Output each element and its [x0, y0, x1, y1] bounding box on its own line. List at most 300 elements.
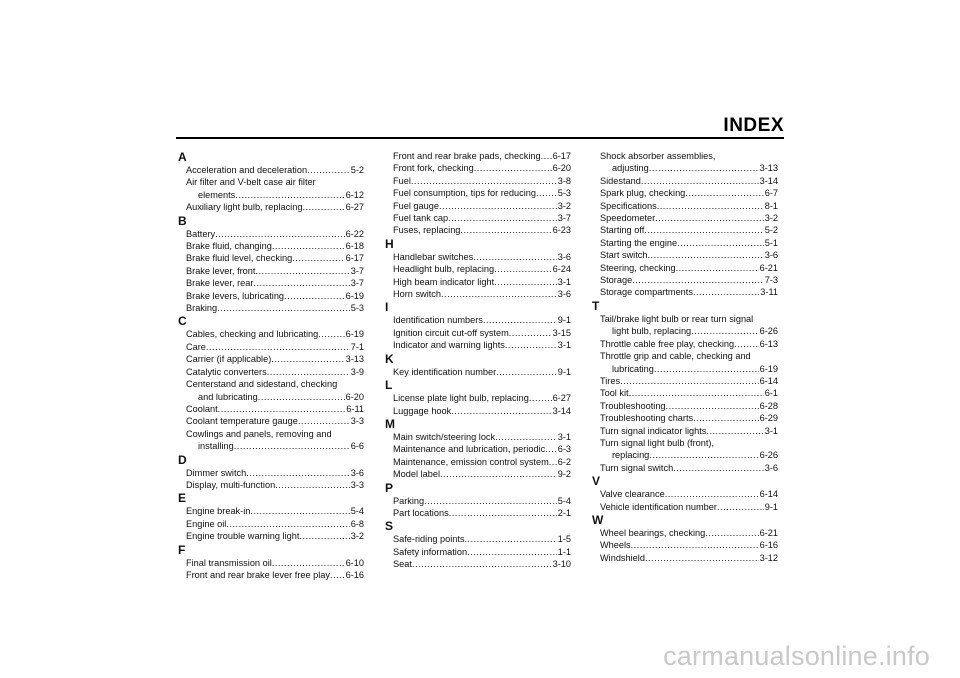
index-entry-text: Auxiliary light bulb, replacing: [186, 202, 303, 213]
dot-leader: [253, 277, 349, 289]
index-entry-text: adjusting: [612, 163, 649, 174]
index-page-number: 3-7: [557, 213, 571, 224]
index-page-number: 3-2: [350, 531, 364, 542]
index-entry: [176, 164, 364, 176]
index-entry-text: Final transmission oil: [186, 557, 272, 568]
index-entry-text: Headlight bulb, replacing: [393, 264, 495, 275]
index-entry: [176, 240, 364, 252]
index-entry: [176, 252, 364, 264]
index-entry-text: Starting the engine: [600, 237, 678, 248]
index-page-number: 6-3: [557, 444, 571, 455]
index-entry-text: Indicator and warning lights: [393, 340, 505, 351]
index-entry: [176, 353, 364, 365]
index-entry: [383, 495, 571, 507]
index-entry-text: Throttle grip and cable, checking and: [600, 351, 751, 362]
index-entry: [383, 288, 571, 300]
index-entry: [590, 274, 778, 286]
index-entry: [590, 449, 778, 461]
dot-leader: [271, 353, 344, 365]
index-entry-text: Steering, checking: [600, 262, 676, 273]
dot-leader: [318, 328, 344, 340]
index-page-number: 5-2: [350, 165, 364, 175]
index-entry: [590, 437, 778, 449]
index-entry-text: Horn switch: [393, 289, 441, 300]
index-entry: [383, 327, 571, 339]
index-entry-text: installing: [198, 441, 234, 452]
index-letter-heading: D: [178, 452, 187, 467]
index-entry: [383, 212, 571, 224]
index-entry-text: Key identification number: [393, 366, 497, 377]
index-page-number: 6-2: [557, 456, 571, 467]
index-page-number: 9-1: [764, 501, 778, 512]
index-entry-text: Cables, checking and lubricating: [186, 329, 319, 340]
index-entry: [176, 366, 364, 378]
index-page-number: 6-10: [345, 557, 364, 568]
index-page-number: 6-21: [759, 527, 778, 538]
dot-leader: [631, 539, 759, 551]
dot-leader: [494, 263, 551, 275]
index-entry-text: Windshield: [600, 552, 645, 563]
index-entry: [590, 262, 778, 274]
dot-leader: [448, 212, 557, 224]
dot-leader: [665, 488, 759, 500]
index-entry: [383, 162, 571, 174]
index-page-number: 6-11: [346, 403, 364, 414]
dot-leader: [467, 546, 557, 558]
index-page-number: 3-1: [557, 431, 571, 442]
index-entry: [590, 175, 778, 187]
index-page-number: 6-19: [345, 290, 364, 301]
index-page-number: 9-2: [557, 469, 571, 480]
index-entry: [590, 539, 778, 551]
dot-leader: [411, 175, 557, 187]
dot-leader: [496, 366, 557, 378]
index-entry-text: and lubricating: [198, 391, 258, 402]
index-page-number: 3-6: [764, 462, 778, 473]
dot-leader: [474, 162, 552, 174]
index-entry: [590, 224, 778, 236]
index-page-number: 3-2: [557, 200, 571, 211]
index-page-number: 6-27: [345, 202, 364, 213]
dot-leader: [673, 462, 764, 474]
index-entry: [383, 546, 571, 558]
index-entry: [590, 501, 778, 513]
index-page-number: 3-6: [764, 250, 778, 261]
dot-leader: [649, 449, 758, 461]
dot-leader: [509, 327, 552, 339]
index-entry-text: Engine oil: [186, 518, 227, 529]
dot-leader: [226, 518, 349, 530]
dot-leader: [494, 276, 557, 288]
index-entry-text: Brake fluid, changing: [186, 241, 272, 252]
index-entry-text: Turn signal indicator lights: [600, 425, 707, 436]
dot-leader: [298, 415, 350, 427]
index-page-number: 6-7: [764, 188, 778, 199]
index-entry: [383, 366, 571, 378]
index-entry-text: replacing: [612, 450, 650, 461]
index-entry-text: Front and rear brake pads, checking: [393, 151, 541, 161]
index-entry-text: Maintenance, emission control system: [393, 456, 549, 467]
index-entry: [383, 187, 571, 199]
dot-leader: [234, 440, 350, 452]
index-entry: [176, 176, 364, 188]
index-entry-text: Brake levers, lubricating: [186, 290, 285, 301]
dot-leader: [255, 265, 349, 277]
dot-leader: [693, 412, 758, 424]
index-entry: [383, 405, 571, 417]
watermark-text: carmanualsonline.info: [663, 641, 930, 671]
index-entry: [176, 277, 364, 289]
index-page-number: 2-1: [557, 507, 571, 518]
index-entry: [176, 341, 364, 353]
index-entry: [383, 339, 571, 351]
dot-leader: [655, 212, 764, 224]
index-entry: [590, 363, 778, 375]
index-page-number: 5-2: [764, 225, 778, 236]
index-entry: [590, 527, 778, 539]
index-entry-text: Display, multi-function: [186, 479, 276, 490]
index-letter-heading: T: [592, 298, 600, 313]
index-entry-text: Ignition circuit cut-off system: [393, 327, 509, 338]
index-page-number: 6-17: [552, 151, 571, 161]
index-page-number: 6-28: [759, 400, 778, 411]
index-page-number: 6-8: [350, 518, 364, 529]
index-entry: [383, 507, 571, 519]
index-page-number: 3-9: [350, 366, 364, 377]
index-entry-text: Fuel gauge: [393, 200, 439, 211]
dot-leader: [666, 400, 759, 412]
index-entry-text: Vehicle identification number: [600, 501, 717, 512]
index-entry-text: Main switch/steering lock: [393, 431, 496, 442]
index-entry-text: Air filter and V-belt case air filter: [186, 177, 316, 188]
index-page-number: 6-13: [759, 338, 778, 349]
index-letter-heading: B: [178, 213, 187, 228]
title-rule: [176, 137, 784, 139]
dot-leader: [645, 552, 759, 564]
index-page-number: 6-23: [552, 225, 571, 236]
index-entry: [590, 249, 778, 261]
index-page-number: 6-26: [759, 450, 778, 461]
index-entry: [383, 392, 571, 404]
index-page-number: 3-7: [350, 278, 364, 289]
index-entry: [590, 212, 778, 224]
index-entry-text: Fuel tank cap: [393, 213, 449, 224]
index-page-number: 3-14: [759, 175, 778, 186]
index-page-number: 5-3: [557, 188, 571, 199]
index-entry: [176, 302, 364, 314]
index-page-number: 3-8: [557, 175, 571, 186]
index-entry-text: Fuel: [393, 175, 411, 186]
index-entry: [590, 313, 778, 325]
index-letter-heading: H: [385, 236, 394, 251]
index-entry: [383, 456, 571, 468]
index-entry-text: Care: [186, 341, 206, 352]
index-page-number: 3-14: [552, 405, 571, 416]
index-letter-heading: S: [385, 519, 394, 534]
index-page-number: 6-16: [345, 569, 364, 580]
index-entry: [176, 378, 364, 390]
dot-leader: [676, 262, 759, 274]
index-page-number: 3-1: [557, 340, 571, 351]
index-entry-text: Turn signal switch: [600, 462, 674, 473]
index-entry-text: Front fork, checking: [393, 163, 474, 174]
index-page-number: 3-6: [557, 289, 571, 300]
index-entry-text: Safety information: [393, 546, 468, 557]
index-page-number: 6-17: [345, 253, 364, 264]
dot-leader: [412, 558, 552, 570]
index-entry: [176, 265, 364, 277]
dot-leader: [483, 314, 557, 326]
index-page-number: 1-1: [557, 546, 571, 557]
dot-leader: [449, 507, 557, 519]
index-page-number: 6-19: [345, 329, 364, 340]
dot-leader: [215, 228, 345, 240]
index-letter-heading: F: [178, 542, 186, 557]
dot-leader: [685, 187, 763, 199]
index-page-number: 5-3: [350, 303, 364, 314]
index-entry-text: Throttle cable free play, checking: [600, 338, 735, 349]
index-entry: [590, 200, 778, 212]
index-letter-heading: K: [385, 351, 394, 366]
index-entry: [176, 290, 364, 302]
dot-leader: [541, 150, 552, 162]
dot-leader: [734, 338, 758, 350]
index-entry-text: Centerstand and sidestand, checking: [186, 379, 338, 390]
dot-leader: [465, 533, 557, 545]
index-entry-text: Battery: [186, 228, 216, 239]
dot-leader: [620, 375, 759, 387]
index-entry-text: Fuses, replacing: [393, 225, 461, 236]
index-entry-text: License plate light bulb, replacing: [393, 393, 529, 404]
index-entry-text: Turn signal light bulb (front),: [600, 437, 715, 448]
index-entry-text: Brake lever, rear: [186, 278, 254, 289]
dot-leader: [246, 467, 349, 479]
dot-leader: [424, 495, 557, 507]
index-entry-text: Carrier (if applicable): [186, 354, 272, 365]
index-entry-text: Fuel consumption, tips for reducing: [393, 188, 536, 199]
index-page-number: 6-22: [345, 228, 364, 239]
index-entry: [176, 189, 364, 201]
index-page-number: 3-6: [557, 251, 571, 262]
index-page-number: 3-12: [759, 552, 778, 563]
index-entry: [383, 468, 571, 480]
index-entry-text: Model label: [393, 469, 440, 480]
index-letter-heading: I: [385, 300, 389, 315]
dot-leader: [706, 425, 763, 437]
dot-leader: [691, 325, 758, 337]
dot-leader: [299, 530, 349, 542]
index-entry-text: Coolant: [186, 403, 218, 414]
index-letter-heading: C: [178, 314, 187, 329]
index-entry: [383, 443, 571, 455]
index-entry-text: Handlebar switches: [393, 251, 474, 262]
index-page-number: 7-1: [350, 341, 364, 352]
index-entry: [383, 200, 571, 212]
index-entry-text: Wheels: [600, 540, 631, 551]
index-letter-heading: L: [385, 378, 393, 393]
index-entry: [383, 263, 571, 275]
index-entry: [590, 412, 778, 424]
dot-leader: [272, 240, 345, 252]
dot-leader: [677, 237, 764, 249]
index-entry-text: Engine trouble warning light: [186, 531, 300, 542]
index-entry: [176, 403, 364, 415]
index-entry: [176, 440, 364, 452]
index-letter-heading: A: [178, 150, 187, 164]
index-entry: [590, 387, 778, 399]
index-entry-text: Seat: [393, 559, 412, 570]
index-entry-text: Troubleshooting charts: [600, 413, 694, 424]
index-page-number: 6-6: [350, 441, 364, 452]
index-page-number: 5-4: [557, 495, 571, 506]
index-page-number: 6-20: [552, 163, 571, 174]
dot-leader: [330, 569, 345, 581]
index-entry: [590, 338, 778, 350]
index-entry: [590, 325, 778, 337]
dot-leader: [460, 224, 551, 236]
index-entry: [590, 237, 778, 249]
index-entry-text: lubricating: [612, 363, 654, 374]
index-entry: [590, 552, 778, 564]
dot-leader: [495, 431, 557, 443]
dot-leader: [250, 505, 349, 517]
index-page-number: 3-6: [350, 467, 364, 478]
index-entry-text: Tool kit: [600, 388, 629, 399]
index-entry-text: Part locations: [393, 507, 449, 518]
index-entry-text: Specifications: [600, 200, 657, 211]
index-entry: [383, 533, 571, 545]
index-entry-text: Valve clearance: [600, 489, 665, 500]
index-page-number: 6-24: [552, 264, 571, 275]
index-column-2: [383, 150, 571, 571]
index-entry: [176, 328, 364, 340]
index-entry-text: light bulb, replacing: [612, 326, 692, 337]
index-entry-text: Cowlings and panels, removing and: [186, 428, 332, 439]
index-page-number: 3-10: [552, 559, 571, 570]
index-entry-text: Safe-riding points: [393, 534, 465, 545]
index-page-number: 9-1: [557, 315, 571, 326]
index-page-number: 3-7: [350, 265, 364, 276]
index-entry-text: Luggage hook: [393, 405, 452, 416]
dot-leader: [284, 290, 345, 302]
index-page-number: 3-3: [350, 479, 364, 490]
dot-leader: [644, 224, 763, 236]
index-entry-text: elements: [198, 189, 236, 200]
index-entry-text: Tail/brake light bulb or rear turn signal: [600, 313, 754, 324]
dot-leader: [641, 175, 759, 187]
index-page-number: 3-13: [345, 354, 364, 365]
dot-leader: [657, 200, 764, 212]
index-entry: [383, 314, 571, 326]
index-entry: [383, 431, 571, 443]
index-page-number: 3-1: [764, 425, 778, 436]
dot-leader: [267, 366, 350, 378]
index-page-number: 3-11: [760, 287, 778, 298]
index-entry: [176, 415, 364, 427]
index-entry: [590, 375, 778, 387]
index-entry-text: Acceleration and deceleration: [186, 165, 308, 175]
index-entry-text: Speedometer: [600, 213, 656, 224]
index-entry: [383, 224, 571, 236]
page-title: INDEX: [723, 115, 784, 136]
index-page-number: 6-27: [552, 393, 571, 404]
index-entry: [590, 150, 778, 162]
index-page-number: 3-2: [764, 213, 778, 224]
index-entry-text: Parking: [393, 495, 425, 506]
index-page-number: 6-26: [759, 326, 778, 337]
index-page-number: 3-13: [759, 163, 778, 174]
index-entry-text: Shock absorber assemblies,: [600, 151, 716, 161]
index-page-number: 3-3: [350, 416, 364, 427]
dot-leader: [717, 501, 764, 513]
dot-leader: [258, 391, 345, 403]
dot-leader: [647, 249, 763, 261]
index-entry: [590, 162, 778, 174]
index-entry: [383, 175, 571, 187]
index-entry: [176, 201, 364, 213]
index-entry: [590, 462, 778, 474]
dot-leader: [549, 456, 557, 468]
index-entry-text: Front and rear brake lever free play: [186, 569, 331, 580]
dot-leader: [206, 341, 350, 353]
index-column-3: [590, 150, 778, 564]
index-entry-text: High beam indicator light: [393, 276, 495, 287]
index-entry: [176, 228, 364, 240]
index-page-number: 6-14: [759, 375, 778, 386]
index-page-number: 6-1: [764, 388, 778, 399]
dot-leader: [441, 288, 557, 300]
dot-leader: [654, 363, 759, 375]
index-entry-text: Dimmer switch: [186, 467, 247, 478]
index-entry: [590, 286, 778, 298]
index-page-number: 7-3: [764, 275, 778, 286]
index-column-1: [176, 150, 364, 581]
index-entry-text: Start switch: [600, 250, 648, 261]
index-page-number: 6-29: [759, 413, 778, 424]
index-entry-text: Braking: [186, 303, 218, 314]
index-entry: [176, 479, 364, 491]
dot-leader: [217, 302, 350, 314]
dot-leader: [275, 479, 350, 491]
index-page-number: 6-12: [345, 189, 364, 200]
index-entry-text: Starting off: [600, 225, 645, 236]
index-entry: [383, 251, 571, 263]
dot-leader: [629, 387, 764, 399]
index-entry-text: Maintenance and lubrication, periodic: [393, 444, 546, 455]
dot-leader: [693, 286, 759, 298]
index-page-number: 6-18: [345, 241, 364, 252]
dot-leader: [505, 339, 557, 351]
index-entry-text: Wheel bearings, checking: [600, 527, 706, 538]
index-entry: [176, 518, 364, 530]
index-letter-heading: M: [385, 416, 395, 431]
index-page-number: 1-5: [557, 534, 571, 545]
dot-leader: [307, 164, 350, 176]
dot-leader: [440, 468, 557, 480]
index-entry: [590, 425, 778, 437]
index-letter-heading: V: [592, 474, 601, 489]
dot-leader: [235, 189, 344, 201]
index-entry: [176, 391, 364, 403]
dot-leader: [705, 527, 758, 539]
dot-leader: [536, 187, 557, 199]
index-letter-heading: W: [592, 512, 604, 527]
index-entry-text: Storage compartments: [600, 287, 693, 298]
index-letter-heading: E: [178, 491, 187, 506]
index-page-number: 6-21: [759, 262, 778, 273]
index-entry-text: Storage: [600, 275, 633, 286]
index-letter-heading: P: [385, 480, 394, 495]
